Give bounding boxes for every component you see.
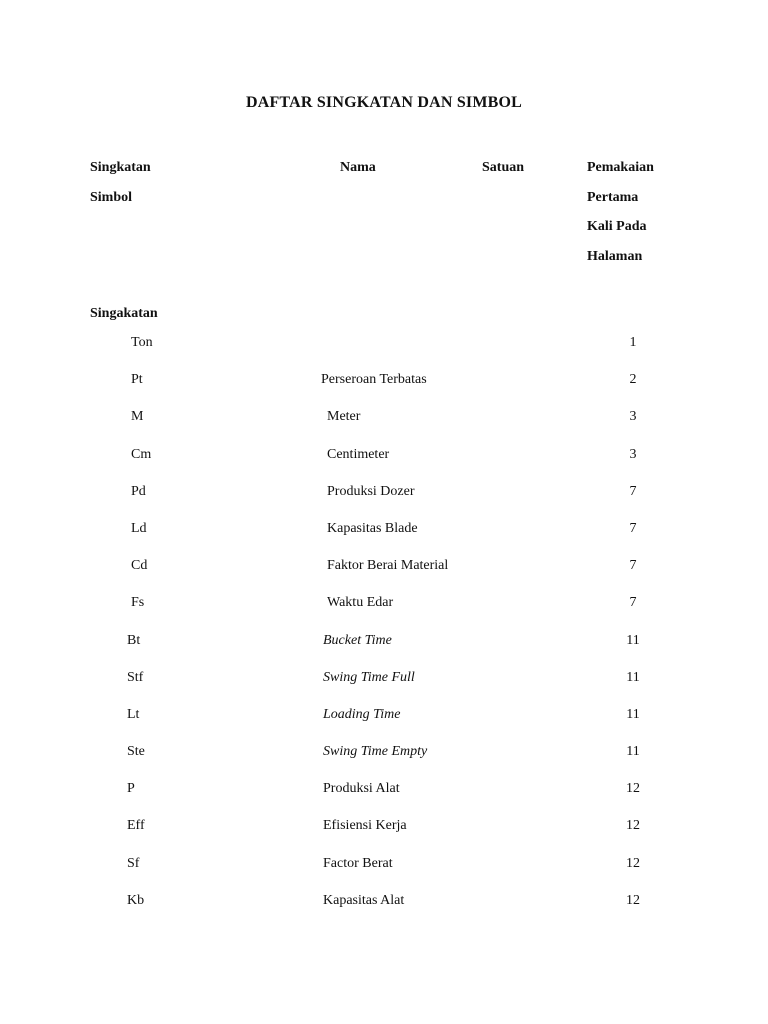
row-abbreviation: M bbox=[131, 409, 144, 425]
row-abbreviation: Lt bbox=[127, 706, 140, 722]
header-name-column bbox=[340, 153, 376, 183]
page-title: DAFTAR SINGKATAN DAN SIMBOL bbox=[245, 94, 523, 111]
row-name: Loading Time bbox=[323, 706, 401, 722]
header-unit-line: Satuan bbox=[482, 160, 525, 175]
row-abbreviation: Cm bbox=[131, 446, 152, 462]
row-name: Kapasitas Blade bbox=[327, 520, 418, 536]
table-row bbox=[0, 447, 768, 484]
row-name: Waktu Edar bbox=[327, 595, 394, 611]
table-row bbox=[0, 558, 768, 595]
row-name: Bucket Time bbox=[323, 632, 392, 648]
row-name: Perseroan Terbatas bbox=[321, 372, 427, 388]
row-name: Efisiensi Kerja bbox=[323, 818, 407, 834]
row-name: Produksi Dozer bbox=[327, 483, 415, 499]
header-page-line: Pertama bbox=[587, 189, 639, 205]
row-page: 7 bbox=[629, 483, 637, 499]
table-row bbox=[0, 707, 768, 744]
header-abbr-line: Singkatan bbox=[90, 160, 151, 175]
row-page: 12 bbox=[626, 781, 640, 797]
row-abbreviation: Kb bbox=[127, 892, 145, 908]
row-name: Factor Berat bbox=[323, 855, 393, 871]
row-abbreviation: Pd bbox=[131, 483, 146, 499]
table-row bbox=[0, 856, 768, 893]
row-abbreviation: Bt bbox=[127, 632, 141, 648]
row-abbreviation: Ld bbox=[131, 520, 147, 536]
table-row bbox=[0, 818, 768, 855]
row-page: 3 bbox=[629, 409, 637, 425]
table-row bbox=[0, 670, 768, 707]
header-page-line: Kali Pada bbox=[587, 219, 647, 234]
table-row bbox=[0, 781, 768, 818]
header-page-line: Halaman bbox=[587, 248, 643, 264]
row-abbreviation: Stf bbox=[127, 669, 144, 685]
section-label-abbreviations: Singakatan bbox=[90, 306, 158, 321]
table-row bbox=[0, 335, 768, 372]
row-page: 7 bbox=[629, 558, 637, 574]
table-row bbox=[0, 521, 768, 558]
row-page: 11 bbox=[626, 669, 640, 685]
row-abbreviation: Pt bbox=[131, 372, 143, 388]
table-row bbox=[0, 893, 768, 930]
row-page: 11 bbox=[626, 706, 640, 722]
row-page: 7 bbox=[629, 595, 637, 611]
header-abbreviation-column bbox=[90, 153, 151, 212]
abbreviation-list bbox=[0, 335, 768, 930]
row-page: 11 bbox=[626, 632, 640, 648]
table-row bbox=[0, 409, 768, 446]
row-page: 2 bbox=[629, 372, 637, 388]
row-page: 12 bbox=[626, 892, 640, 908]
row-abbreviation: Cd bbox=[131, 558, 148, 574]
table-row bbox=[0, 744, 768, 781]
header-unit-column bbox=[482, 153, 524, 183]
row-abbreviation: Fs bbox=[131, 595, 145, 611]
row-name: Kapasitas Alat bbox=[323, 892, 405, 908]
header-page-column bbox=[587, 153, 654, 271]
table-row bbox=[0, 372, 768, 409]
row-page: 11 bbox=[626, 744, 640, 760]
row-abbreviation: Eff bbox=[127, 818, 145, 834]
row-page: 12 bbox=[626, 855, 640, 871]
row-abbreviation: Ste bbox=[127, 744, 145, 760]
row-name: Produksi Alat bbox=[323, 781, 400, 797]
row-page: 1 bbox=[629, 335, 637, 350]
header-name-line: Nama bbox=[340, 160, 376, 175]
row-name: Faktor Berai Material bbox=[327, 558, 449, 574]
table-row bbox=[0, 484, 768, 521]
row-page: 12 bbox=[626, 818, 640, 834]
row-page: 7 bbox=[629, 520, 637, 536]
row-name: Centimeter bbox=[327, 446, 390, 462]
row-name: Swing Time Empty bbox=[323, 744, 428, 760]
row-page: 3 bbox=[629, 446, 637, 462]
row-name: Meter bbox=[327, 409, 361, 425]
table-row bbox=[0, 633, 768, 670]
row-abbreviation: Sf bbox=[127, 855, 140, 871]
row-name: Swing Time Full bbox=[323, 669, 415, 685]
table-row bbox=[0, 595, 768, 632]
header-page-line: Pemakaian bbox=[587, 160, 654, 175]
row-abbreviation: Ton bbox=[131, 335, 153, 350]
row-abbreviation: P bbox=[127, 781, 135, 797]
header-abbr-line: Simbol bbox=[90, 189, 133, 205]
